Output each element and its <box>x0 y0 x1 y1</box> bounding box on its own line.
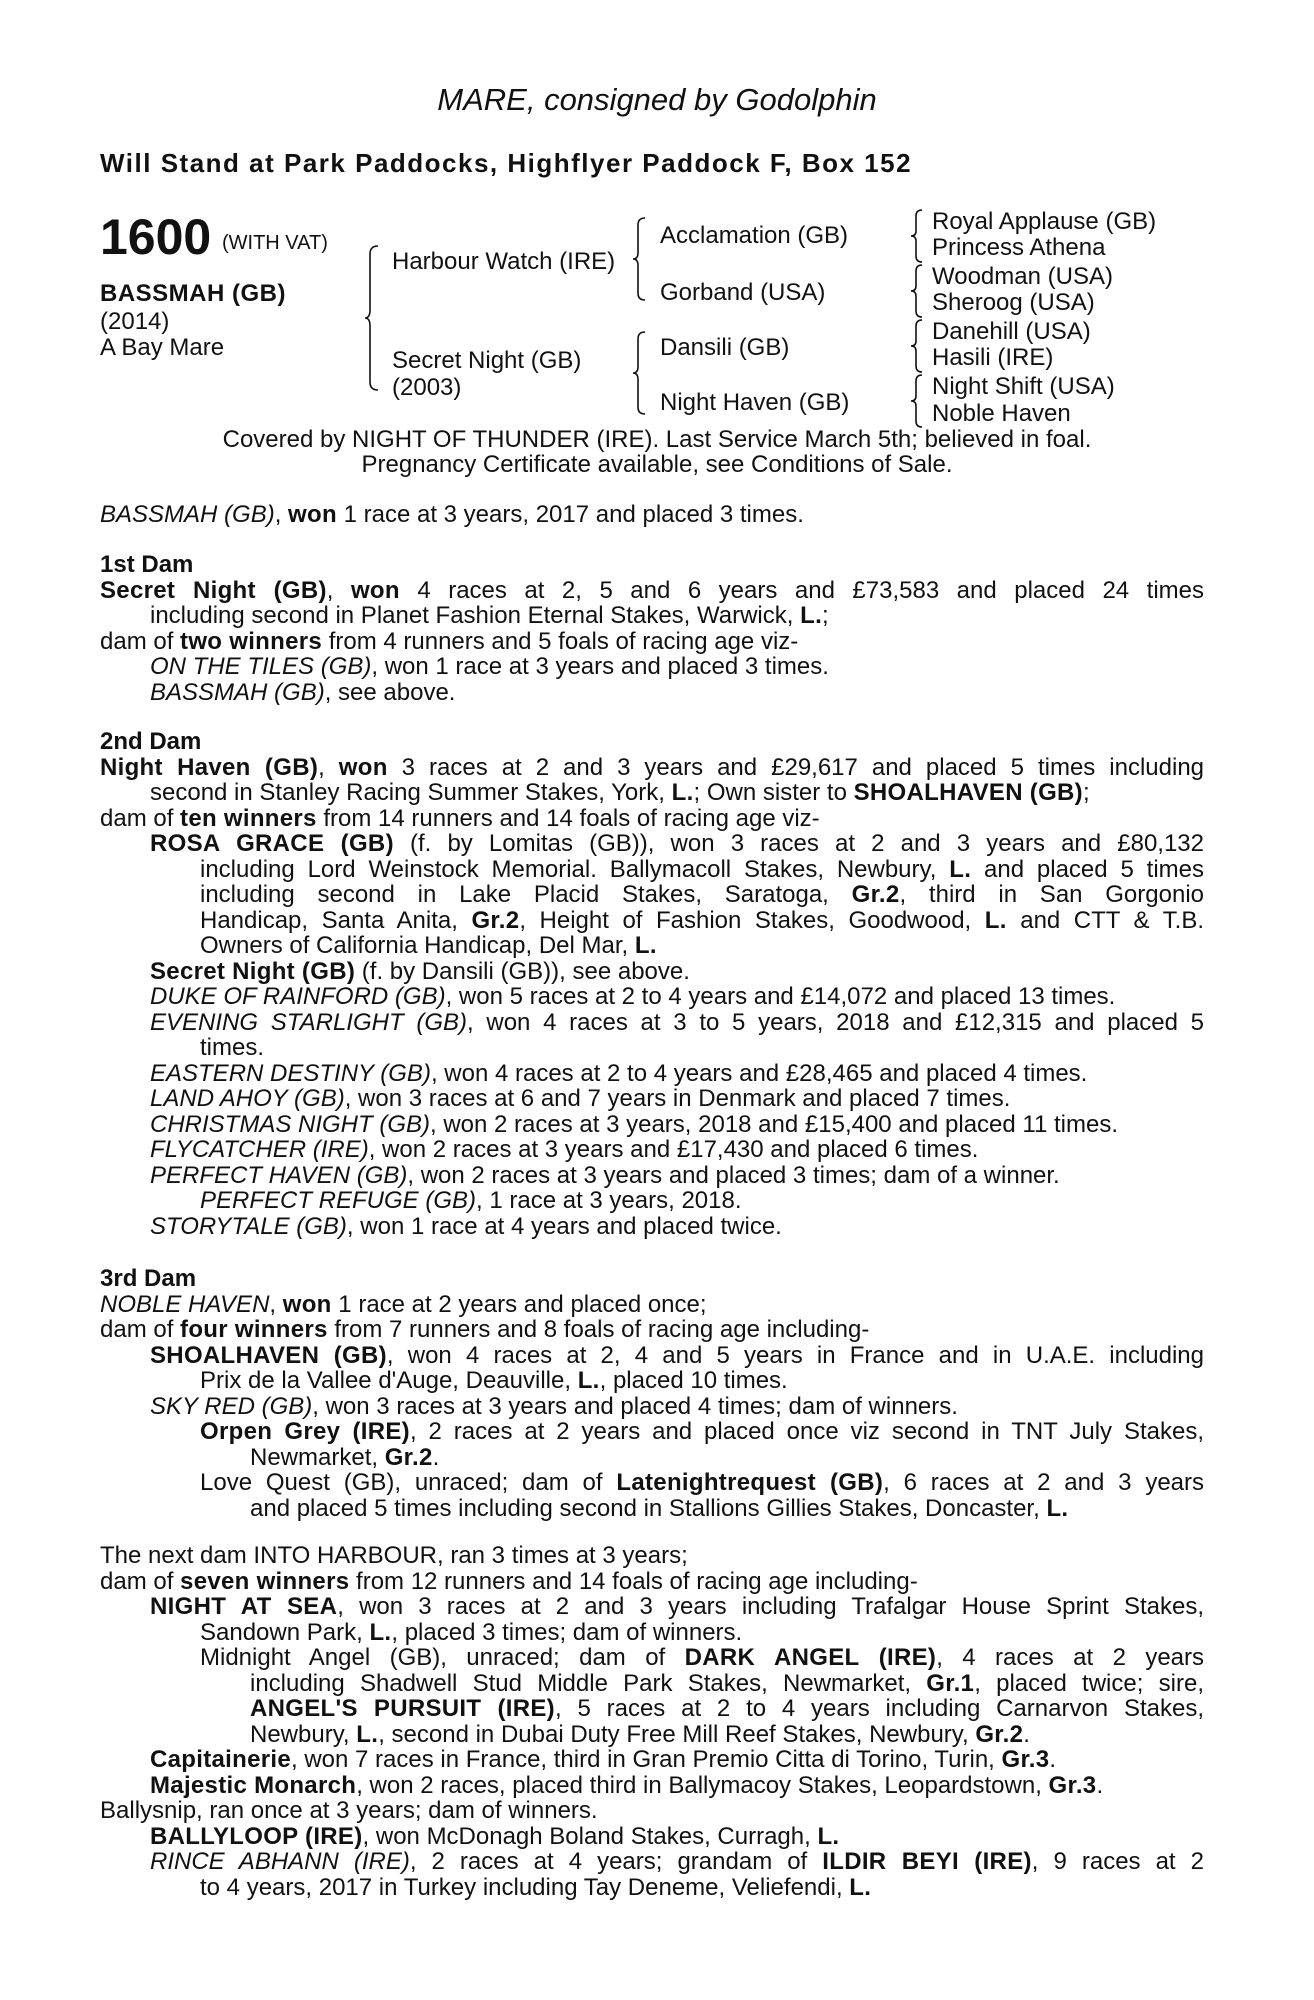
record-text: , won 4 races at 2 to 4 years and £28,465 and placed 4 times. <box>430 1059 1088 1087</box>
pedigree-dam-dam: Night Haven (GB) <box>660 389 850 416</box>
record-text: and CTT & T.B. <box>1006 906 1205 934</box>
pedigree-dam-sire: Dansili (GB) <box>660 334 790 361</box>
record-text: , won 1 race at 4 years and placed twice. <box>346 1212 782 1240</box>
horse-name: BASSMAH (GB) <box>100 280 286 307</box>
pedigree-sdd: Sheroog (USA) <box>932 289 1095 316</box>
progeny-name: ILDIR BEYI (IRE) <box>822 1848 1032 1875</box>
record-text: and placed 5 times including second in Stallions Gillies Stakes, Doncaster, <box>250 1494 1047 1522</box>
grade-mark: Gr.2 <box>975 1720 1024 1748</box>
listed-mark: L. <box>369 1618 392 1646</box>
progeny-name: CHRISTMAS NIGHT (GB) <box>150 1110 430 1138</box>
record-text: , won 5 races at 2 to 4 years and £14,072 and placed 13 times. <box>445 983 1116 1010</box>
record-text: Newbury, <box>250 1720 357 1748</box>
progeny-name: Secret Night (GB) <box>150 957 356 985</box>
listed-mark: L. <box>1046 1494 1069 1522</box>
next-dam-section <box>100 1543 1204 1900</box>
record-text: , see above. <box>324 678 456 706</box>
record-text: , won McDonagh Boland Stakes, Curragh, <box>362 1822 818 1850</box>
won-label: won <box>350 576 400 604</box>
record-text: , third in San Gorgonio <box>899 881 1204 908</box>
record-text: including Shadwell Stud Middle Park Stakes, Newmarket, <box>250 1669 927 1697</box>
record-text: Handicap, Santa Anita, <box>200 906 472 934</box>
progeny-name: ON THE TILES (GB) <box>150 653 372 680</box>
third-dam-section: 3rd Dam NOBLE HAVEN, won 1 race at 2 years and placed once; dam of four winners from 7 runners and 8 foals of racing age including- SHOALHAVEN (GB), won 4 races at 2, 4 and 5 years in France and in U.A.E. including Prix de la Vallee d'Auge, Deauville, L., placed 10 times. SKY RED (GB), won 3 races at 3 years and placed 4 times; dam of winners. Orpen Grey (IRE), 2 races at 2 years and placed once viz second in TNT July Stakes, Newmarket, Gr.2. Love Quest (GB), unraced; dam of Latenightrequest (GB), 6 races at 2 and 3 years and placed 5 times including second in Stallions Gillies Stakes, Doncaster, L. <box>100 1265 1205 1522</box>
progeny-name: PERFECT HAVEN (GB) <box>150 1161 408 1189</box>
stand-location: Will Stand at Park Paddocks, Highflyer Paddock F, Box 152 <box>100 148 913 178</box>
horse-description: A Bay Mare <box>100 334 225 361</box>
punctuation: . <box>1096 1771 1104 1799</box>
section-heading: 2nd Dam <box>100 728 202 755</box>
progeny-name: STORYTALE (GB) <box>150 1212 347 1240</box>
pedigree-dsd: Hasili (IRE) <box>932 344 1054 371</box>
record-text: (f. by Lomitas (GB)), won 3 races at 2 and 3 years and £80,132 <box>393 830 1204 857</box>
progeny-name: ANGEL'S PURSUIT (IRE) <box>250 1695 555 1722</box>
grade-mark: Gr.2 <box>851 881 900 908</box>
listed-mark: L. <box>849 1873 872 1901</box>
record-text: Prix de la Vallee d'Auge, Deauville, <box>200 1367 578 1394</box>
progeny-name: DARK ANGEL (IRE) <box>684 1644 937 1671</box>
listed-mark: L. <box>984 906 1007 934</box>
horse-year: (2014) <box>100 308 170 335</box>
covered-note: Covered by NIGHT OF THUNDER (IRE). Last Service March 5th; believed in foal. <box>222 426 1092 453</box>
record-text: including second in Lake Placid Stakes, Saratoga, <box>200 881 852 908</box>
first-dam-section: 1st Dam Secret Night (GB), won 4 races at 2, 5 and 6 years and £73,583 and placed 24 times including second in Planet Fashion Eternal Stakes, Warwick, L.; dam of two winners from 4 runners and 5 foals of racing age viz- ON THE TILES (GB), won 1 race at 3 years and placed 3 times. BASSMAH (GB), see above. <box>100 551 1204 706</box>
record-text: to 4 years, 2017 in Turkey including Tay Deneme, Veliefendi, <box>200 1873 850 1901</box>
pedigree-sire-dam: Gorband (USA) <box>660 279 826 306</box>
record-text: Ballysnip, ran once at 3 years; dam of winners. <box>100 1797 598 1824</box>
progeny-name: PERFECT REFUGE (GB) <box>200 1187 477 1214</box>
pedigree-bracket-sd <box>910 263 926 319</box>
record-text: , second in Dubai Duty Free Mill Reef Stakes, Newbury, <box>378 1720 976 1748</box>
record-text: , won 2 races at 3 years, 2018 and £15,400 and placed 11 times. <box>430 1110 1119 1138</box>
pedigree-dam-year: (2003) <box>392 374 462 401</box>
progeny-name: FLYCATCHER (IRE) <box>150 1136 369 1163</box>
pedigree-dam: Secret Night (GB) <box>392 347 582 374</box>
record-text: times. <box>200 1034 265 1061</box>
record-text: , won 2 races at 3 years and £17,430 and placed 6 times. <box>368 1136 979 1163</box>
listed-mark: L. <box>671 779 694 806</box>
record-text: , won 2 races at 3 years and placed 3 times; dam of a winner. <box>407 1161 1060 1189</box>
pedigree-dss: Danehill (USA) <box>932 318 1091 345</box>
record-text: 4 races at 2, 5 and 6 years and £73,583 and placed 24 times <box>399 576 1204 604</box>
record-text: dam of <box>100 627 181 655</box>
record-text: , 4 races at 2 years <box>936 1644 1204 1671</box>
progeny-name: RINCE ABHANN (IRE) <box>150 1848 410 1875</box>
sibling-name: SHOALHAVEN (GB) <box>853 779 1083 806</box>
pedigree-sire-sire: Acclamation (GB) <box>660 222 849 249</box>
pedigree-ssd: Princess Athena <box>932 234 1106 261</box>
record-text: Newmarket, <box>250 1443 385 1471</box>
record-text: from 4 runners and 5 foals of racing age viz- <box>322 627 799 655</box>
won-label: won <box>338 753 388 781</box>
record-text: Love Quest (GB), unraced; dam of <box>200 1469 617 1496</box>
listed-mark: L. <box>800 602 823 629</box>
progeny-name: DUKE OF RAINFORD (GB) <box>150 983 446 1010</box>
listed-mark: L. <box>634 932 657 959</box>
dam-name: Secret Night (GB) <box>100 576 327 604</box>
progeny-name: BASSMAH (GB) <box>150 678 325 706</box>
intro-text: 1 race at 3 years, 2017 and placed 3 times. <box>336 501 804 528</box>
listed-mark: L. <box>817 1822 840 1850</box>
progeny-name: Orpen Grey (IRE) <box>200 1418 410 1445</box>
pedigree-main-bracket <box>364 244 384 392</box>
progeny-name: SKY RED (GB) <box>150 1392 313 1420</box>
listed-mark: L. <box>577 1367 600 1394</box>
record-text: second in Stanley Racing Summer Stakes, York, <box>150 779 672 806</box>
record-text: , won 3 races at 3 years and placed 4 times; dam of winners. <box>312 1392 958 1420</box>
winners-count: two winners <box>180 627 323 655</box>
record-text: from 14 runners and 14 foals of racing age viz- <box>316 804 820 832</box>
record-text: including Lord Weinstock Memorial. Ballymacoll Stakes, Newbury, <box>200 855 950 883</box>
pedigree-sire: Harbour Watch (IRE) <box>392 248 616 275</box>
record-text: dam of <box>100 804 181 832</box>
record-text: from 12 runners and 14 foals of racing age including- <box>349 1567 918 1595</box>
record-text: ; Own sister to <box>693 779 854 806</box>
record-text: and placed 5 times <box>971 855 1204 883</box>
record-text: , 2 races at 2 years and placed once viz second in TNT July Stakes, <box>409 1418 1204 1445</box>
record-text: , 1 race at 3 years, 2018. <box>476 1187 742 1214</box>
grade-mark: Gr.2 <box>471 906 520 934</box>
second-dam-section: 2nd Dam Night Haven (GB), won 3 races at 2 and 3 years and £29,617 and placed 5 times including second in Stanley Racing Summer Stakes, York, L.; Own sister to SHOALHAVEN (GB); dam of ten winners from 14 runners and 14 foals of racing age viz- ROSA GRACE (GB) (f. by Lomitas (GB)), won 3 races at 2 and 3 years and £80,132 including Lord Weinstock Memorial. Ballymacoll Stakes, Newbury, L. and placed 5 times including second in Lake Placid Stakes, Saratoga, Gr.2, third in San Gorgonio Handicap, Santa Anita, Gr.2, Height of Fashion Stakes, Goodwood, L. and CTT & T.B. Owners of California Handicap, Del Mar, L. Secret Night (GB) (f. by Dansili (GB)), see above. DUKE OF RAINFORD (GB), won 5 races at 2 to 4 years and £14,072 and placed 13 times. EVENING STARLIGHT (GB), won 4 races at 3 to 5 years, 2018 and £12,315 and placed 5 times. EASTERN DESTINY (GB), won 4 races at 2 to 4 years and £28,465 and placed 4 times. LAND AHOY (GB), won 3 races at 6 and 7 years in Denmark and placed 7 times. CHRISTMAS NIGHT (GB), won 2 races at 3 years, 2018 and £15,400 and placed 11 times. FLYCATCHER (IRE), won 2 races at 3 years and £17,430 and placed 6 times. PERFECT HAVEN (GB), won 2 races at 3 years and placed 3 times; dam of a winner. PERFECT REFUGE (GB), 1 race at 3 years, 2018. STORYTALE (GB), won 1 race at 4 years and placed twice. <box>100 728 1205 1240</box>
grade-mark: Gr.3 <box>1001 1746 1050 1773</box>
pedigree-dam-bracket <box>632 330 650 416</box>
record-text: Midnight Angel (GB), unraced; dam of <box>200 1644 685 1671</box>
progeny-name: EASTERN DESTINY (GB) <box>150 1059 431 1087</box>
punctuation: . <box>432 1443 440 1471</box>
progeny-name: NIGHT AT SEA <box>150 1593 338 1620</box>
pedigree-bracket-ds <box>910 318 926 374</box>
record-text: , won 7 races in France, third in Gran Premio Citta di Torino, Turin, <box>290 1746 1002 1773</box>
record-text: , won 4 races at 2, 4 and 5 years in France and in U.A.E. including <box>386 1341 1205 1369</box>
winners-count: four winners <box>180 1316 328 1343</box>
record-text: including second in Planet Fashion Eternal Stakes, Warwick, <box>150 602 801 629</box>
punctuation: ; <box>1082 779 1090 806</box>
progeny-name: Majestic Monarch <box>150 1771 357 1799</box>
record-text: , Height of Fashion Stakes, Goodwood, <box>519 906 985 934</box>
won-label: won <box>288 501 337 528</box>
section-heading: 1st Dam <box>100 551 194 578</box>
pregnancy-note: Pregnancy Certificate available, see Conditions of Sale. <box>361 451 953 478</box>
record-text: 3 races at 2 and 3 years and £29,617 and placed 5 times including <box>387 753 1205 781</box>
progeny-name: SHOALHAVEN (GB) <box>150 1341 387 1369</box>
record-text: , placed twice; sire, <box>974 1669 1204 1697</box>
grade-mark: Gr.1 <box>926 1669 975 1697</box>
record-text: dam of <box>100 1567 181 1595</box>
intro-section: BASSMAH (GB), won 1 race at 3 years, 2017 and placed 3 times. <box>100 501 804 528</box>
pedigree-bracket-ss <box>910 208 926 264</box>
lot-number: 1600 <box>100 209 212 265</box>
record-text: , 9 races at 2 <box>1031 1848 1204 1875</box>
record-text: , won 1 race at 3 years and placed 3 times. <box>371 653 829 680</box>
record-text: from 7 runners and 8 foals of racing age including- <box>327 1316 870 1343</box>
record-text: Sandown Park, <box>200 1618 370 1646</box>
record-text: , placed 3 times; dam of winners. <box>391 1618 743 1646</box>
dam-name: NOBLE HAVEN <box>100 1290 270 1318</box>
pedigree-bracket-dd <box>910 373 926 429</box>
progeny-name: BALLYLOOP (IRE) <box>150 1822 363 1850</box>
grade-mark: Gr.3 <box>1048 1771 1097 1799</box>
won-label: won <box>282 1290 332 1318</box>
grade-mark: Gr.2 <box>384 1443 433 1471</box>
listed-mark: L. <box>356 1720 379 1748</box>
listed-mark: L. <box>949 855 972 883</box>
page-title: MARE, consigned by Godolphin <box>437 82 877 117</box>
record-text: , placed 10 times. <box>599 1367 788 1394</box>
progeny-name: LAND AHOY (GB) <box>150 1085 345 1112</box>
vat-note: (WITH VAT) <box>222 232 328 254</box>
progeny-name: Capitainerie <box>150 1746 291 1773</box>
punctuation: . <box>1049 1746 1057 1773</box>
next-dam-line: The next dam INTO HARBOUR, ran 3 times at 3 years; <box>100 1542 688 1569</box>
record-text: , 5 races at 2 to 4 years including Carnarvon Stakes, <box>554 1695 1204 1722</box>
record-text: , won 3 races at 2 and 3 years including Trafalgar House Sprint Stakes, <box>337 1593 1204 1620</box>
pedigree-dds: Night Shift (USA) <box>932 373 1115 400</box>
horse-ref: BASSMAH (GB) <box>100 501 275 528</box>
progeny-name: EVENING STARLIGHT (GB) <box>150 1008 467 1036</box>
progeny-name: Latenightrequest (GB) <box>616 1469 884 1496</box>
record-text: , 2 races at 4 years; grandam of <box>409 1848 823 1875</box>
dam-name: Night Haven (GB) <box>100 753 319 781</box>
winners-count: ten winners <box>180 804 317 832</box>
record-text: , won 2 races, placed third in Ballymacoy Stakes, Leopardstown, <box>356 1771 1049 1799</box>
record-text: , 6 races at 2 and 3 years <box>883 1469 1205 1496</box>
record-text: (f. by Dansili (GB)), see above. <box>355 957 690 985</box>
section-heading: 3rd Dam <box>100 1265 197 1292</box>
pedigree-sss: Royal Applause (GB) <box>932 208 1157 235</box>
pedigree-ddd: Noble Haven <box>932 400 1071 427</box>
record-text: 1 race at 2 years and placed once; <box>331 1290 707 1318</box>
record-text: , won 3 races at 6 and 7 years in Denmark and placed 7 times. <box>344 1085 1011 1112</box>
record-text: Owners of California Handicap, Del Mar, <box>200 932 635 959</box>
record-text: , won 4 races at 3 to 5 years, 2018 and £12,315 and placed 5 <box>467 1008 1204 1036</box>
winners-count: seven winners <box>180 1567 350 1595</box>
punctuation: . <box>1023 1720 1030 1748</box>
progeny-name: ROSA GRACE (GB) <box>150 830 394 857</box>
pedigree-sds: Woodman (USA) <box>932 263 1113 290</box>
pedigree-sire-bracket <box>632 216 650 302</box>
record-text: dam of <box>100 1316 181 1343</box>
punctuation: ; <box>822 602 829 629</box>
